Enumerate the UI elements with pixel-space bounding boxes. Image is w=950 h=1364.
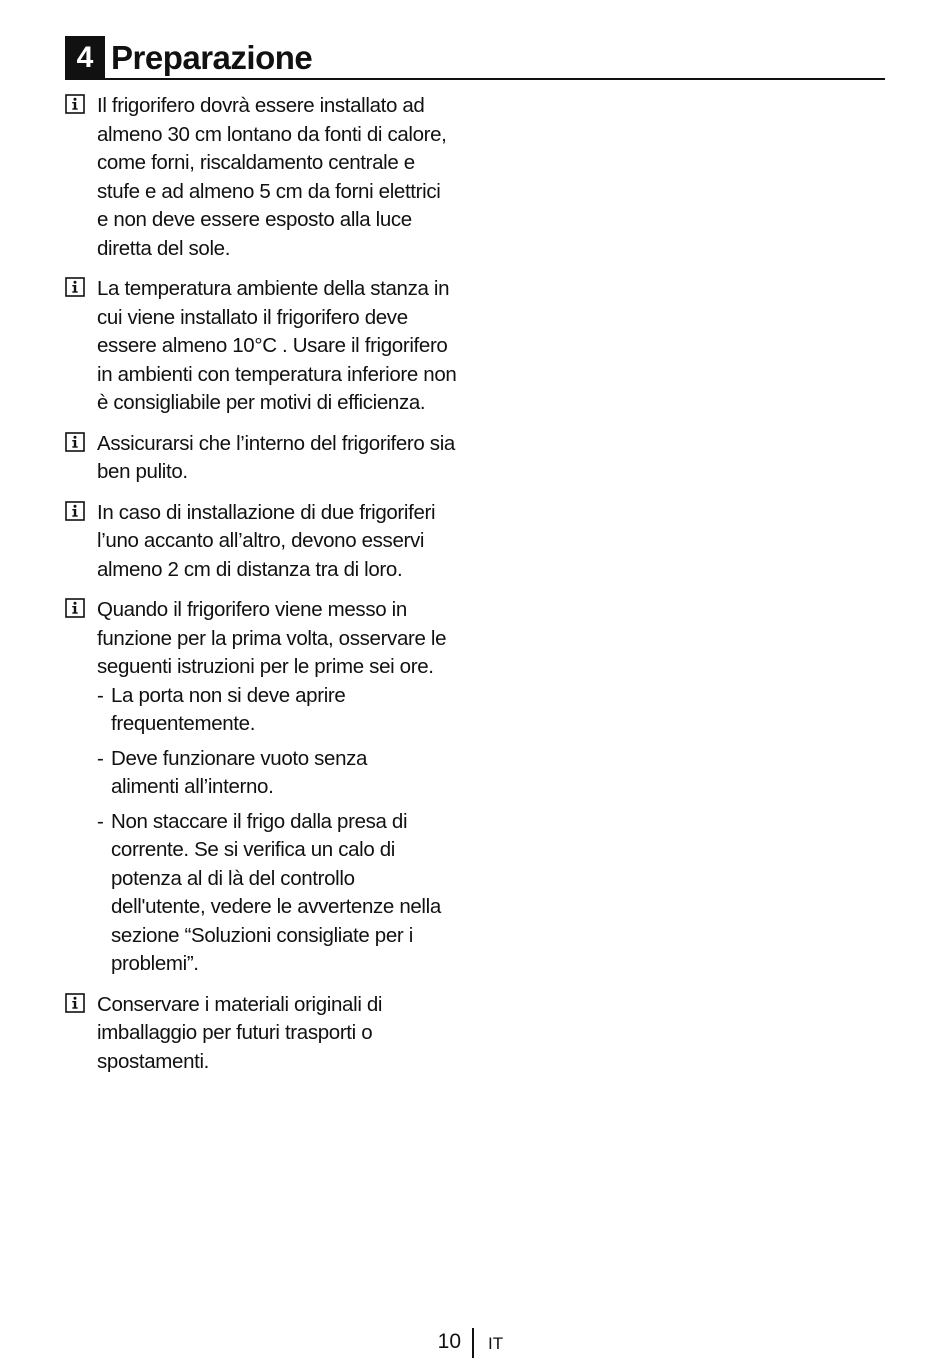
note-item: [65, 499, 465, 585]
info-icon: [65, 277, 85, 297]
page-number: 10: [437, 1330, 461, 1353]
note-text: Quando il frigorifero viene messo in funzione per la prima volta, osservare le seguenti istruzioni per le prime sei ore.: [97, 598, 447, 678]
sub-item-dash: -: [97, 683, 104, 707]
info-icon: [65, 94, 85, 114]
note-text: Assicurarsi che l’interno del frigorifero sia ben pulito.: [97, 431, 455, 483]
language-code: IT: [488, 1334, 504, 1353]
footer-separator: [472, 1328, 474, 1358]
note-item: [65, 430, 465, 487]
note-item: [65, 275, 465, 418]
note-text: Conservare i materiali originali di imballaggio per futuri trasporti o spostamenti.: [97, 992, 383, 1073]
note-item: [65, 92, 465, 263]
sub-item-dash: -: [97, 809, 104, 833]
note-text: In caso di installazione di due frigoriferi l’uno accanto all’altro, devono esservi almeno 2 cm di distanza tra di loro.: [97, 500, 436, 581]
info-icon: [65, 598, 85, 618]
note-text: Il frigorifero dovrà essere installato ad almeno 30 cm lontano da fonti di calore, come forni, riscaldamento centrale e stufe e ad almeno 5 cm da forni elettrici e non deve essere esposto alla luce diretta del sole.: [97, 94, 447, 260]
info-icon: [65, 993, 85, 1013]
chapter-header: [65, 36, 885, 80]
note-item: [65, 596, 465, 979]
sub-item: [97, 745, 411, 802]
info-icon: [65, 432, 85, 452]
sub-item-dash: -: [97, 746, 104, 770]
notes-list: [65, 92, 465, 1088]
sub-item: [97, 682, 411, 739]
sub-item-text: Deve funzionare vuoto senza alimenti all’interno.: [111, 746, 368, 798]
chapter-number: 4: [65, 36, 105, 80]
header-rule: [105, 78, 885, 80]
info-icon: [65, 501, 85, 521]
page-footer: [0, 1328, 950, 1358]
sub-item: [97, 808, 451, 979]
sub-item-text: Non staccare il frigo dalla presa di corrente. Se si verifica un calo di potenza al di là del controllo dell'utente, vedere le avvertenze nella sezione “Soluzioni consigliate per i problemi”.: [111, 809, 441, 975]
sub-item-text: La porta non si deve aprire frequentemente.: [111, 683, 346, 735]
note-text: La temperatura ambiente della stanza in cui viene installato il frigorifero deve essere almeno 10°C . Usare il frigorifero in ambienti con temperatura inferiore non è consigliabile per motivi di efficienza.: [97, 277, 457, 414]
note-item: [65, 991, 465, 1077]
chapter-title: Preparazione: [111, 39, 313, 76]
